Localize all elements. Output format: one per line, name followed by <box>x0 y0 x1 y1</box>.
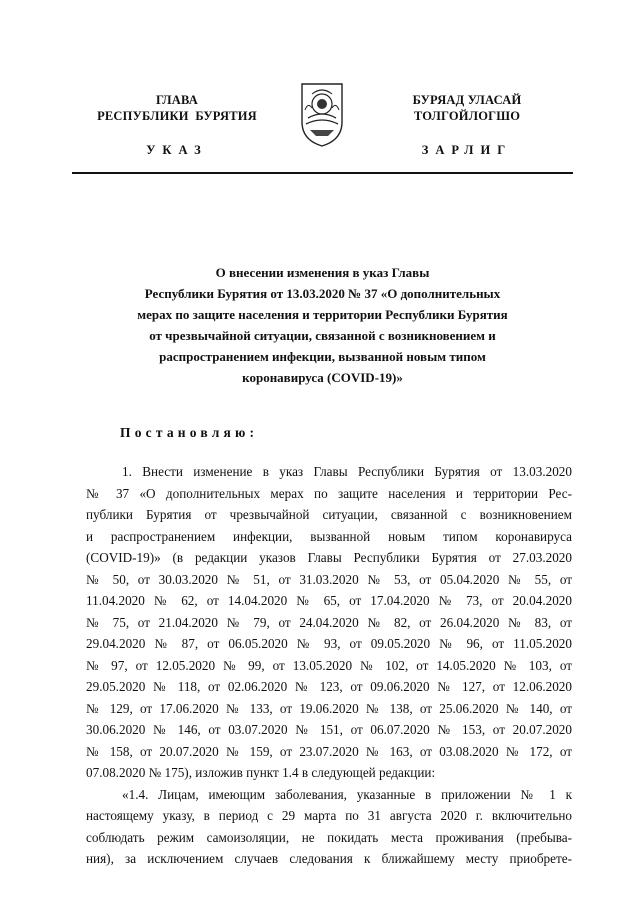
title-line: коронавируса (COVID-19)» <box>242 370 403 385</box>
body-line: настоящему указу, в период с 29 марта по 31 августа 2020 г. включительно <box>86 808 572 823</box>
body-line: № 158, от 20.07.2020 № 159, от 23.07.2020 № 163, от 03.08.2020 № 172, от <box>86 743 572 759</box>
header-right-line-1: БУРЯАД УЛАСАЙ <box>412 93 522 107</box>
body-line: публики Бурятия от чрезвычайной ситуации, связанной с возникновением <box>86 507 572 522</box>
body-line: 30.06.2020 № 146, от 03.07.2020 № 151, от 06.07.2020 № 153, от 20.07.2020 <box>86 722 572 737</box>
title-line: мерах по защите населения и территории Республики Бурятия <box>137 307 508 322</box>
resolve-heading: Постановляю: <box>120 425 259 440</box>
body-line: (COVID-19)» (в редакции указов Главы Республики Бурятия от 27.03.2020 <box>86 550 572 565</box>
body-line: 29.04.2020 № 87, от 06.05.2020 № 93, от 09.05.2020 № 96, от 11.05.2020 <box>86 636 572 651</box>
title-line: распространением инфекции, вызванной новым типом <box>159 349 486 364</box>
body-line: № 97, от 12.05.2020 № 99, от 13.05.2020 № 102, от 14.05.2020 № 103, от <box>86 657 572 673</box>
title-line: О внесении изменения в указ Главы <box>215 265 430 280</box>
body-line: № 37 «О дополнительных мерах по защите населения и территории Рес- <box>86 485 572 501</box>
body-line: № 75, от 21.04.2020 № 79, от 24.04.2020 № 82, от 26.04.2020 № 83, от <box>86 614 572 630</box>
header-left-line-2: РЕСПУБЛИКИ БУРЯТИЯ <box>97 109 257 123</box>
body-line: 07.08.2020 № 175), изложив пункт 1.4 в следующей редакции: <box>86 765 436 780</box>
body-line: 29.05.2020 № 118, от 02.06.2020 № 123, от 09.06.2020 № 127, от 12.06.2020 <box>86 679 572 694</box>
header-left-line-1: ГЛАВА <box>156 93 198 107</box>
document-body <box>86 461 572 870</box>
body-line: ния), за исключением случаев следования к ближайшему месту приобрете- <box>86 851 572 866</box>
header-divider <box>72 172 573 174</box>
coat-of-arms-emblem <box>298 82 346 148</box>
title-line: Республики Бурятия от 13.03.2020 № 37 «О дополнительных <box>144 286 501 301</box>
body-line: и распространением инфекции, вызванной новым типом коронавируса <box>86 528 572 544</box>
body-line: № 129, от 17.06.2020 № 133, от 19.06.2020 № 138, от 25.06.2020 № 140, от <box>86 700 572 716</box>
body-line: соблюдать режим самоизоляции, не покидать места проживания (пребыва- <box>86 829 572 845</box>
decree-label-left: УКАЗ <box>146 143 208 157</box>
body-line: 11.04.2020 № 62, от 14.04.2020 № 65, от 17.04.2020 № 73, от 20.04.2020 <box>86 593 572 608</box>
decree-label-right: ЗАРЛИГ <box>421 143 513 157</box>
title-line: от чрезвычайной ситуации, связанной с возникновением и <box>149 328 496 343</box>
body-line: «1.4. Лицам, имеющим заболевания, указанные в приложении № 1 к <box>122 786 572 802</box>
header-left-authority <box>72 92 282 124</box>
document-title <box>100 262 545 388</box>
body-line: № 50, от 30.03.2020 № 51, от 31.03.2020 № 53, от 05.04.2020 № 55, от <box>86 571 572 587</box>
body-line: 1. Внести изменение в указ Главы Республики Бурятия от 13.03.2020 <box>122 464 572 479</box>
header-right-authority <box>362 92 572 124</box>
header-right-line-2: ТОЛГОЙЛОГШО <box>413 109 521 123</box>
